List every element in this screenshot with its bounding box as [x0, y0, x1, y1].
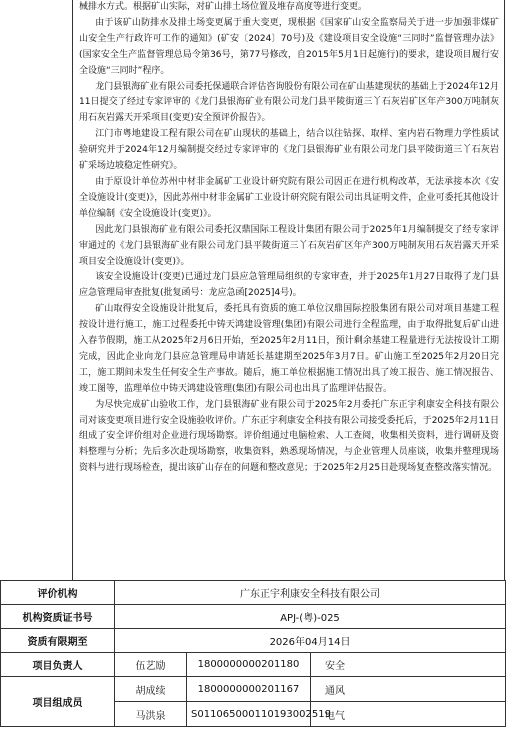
person-cert: S011065000110193002519: [187, 702, 311, 727]
valid-value: 2026年04月14日: [115, 629, 506, 653]
org-value: 广东正宇利康安全科技有限公司: [115, 581, 506, 605]
person-field: 通风: [311, 677, 506, 702]
paragraph: 为尽快完成矿山验收工作，龙门县银海矿业有限公司于2025年2月委托广东正宇利康安全科技有限公司对该变更项目进行安全设施验收评价。广东正宇利康安全科技有限公司接受委托后，于2025年2月11日组成了安全评价组对企业进行现场勘察。评价组通过电脑检索、人工查阅，收集相关资料，进行调研及资料整理与分析；先后多次赴现场勘察，收集资料，熟悉现场情况，与企业管理人员座谈，收集并整理现场资料与进行现场检查，提出该矿山存在的问题和整改意见；于2025年2月25日赴现场复查整改落实情况。: [79, 399, 499, 474]
assessment-org-table: [0, 580, 506, 727]
leader-label: 项目负责人: [1, 653, 115, 677]
paragraph: 该安全设施设计(变更)已通过龙门县应急管理局组织的专家审查，并于2025年1月27日取得了龙门县应急管理局审查批复(批复函号：龙应急函[2025]4号)。: [79, 272, 499, 299]
person-cert: 1800000000201180: [187, 653, 311, 677]
project-background-text: [72, 0, 505, 580]
person-cert: 1800000000201167: [187, 677, 311, 702]
paragraph: 矿山取得安全设施设计批复后，委托具有资质的施工单位汉鼎国际控股集团有限公司对项目基建工程按设计进行施工，施工过程委托中铸天鸿建设管理(集团)有限公司进行全程监理，由于取得批复后矿山进入春节假期，施工从2025年2月6日开始，至2025年2月11日，预计剩余基建工程量进行无法按设计工期完成，因此企业向龙门县应急管理局申请延长基建期至2025年3月7日。矿山施工至2025年2月20日完工，施工期间未发生任何安全生产事故。随后，施工单位根据施工情况出具了竣工报告、施工情况报告、竣工图等，监理单位中铸天鸿建设管理(集团)有限公司也出具了监理评估报告。: [79, 304, 499, 394]
org-label: 评价机构: [1, 581, 115, 605]
person-name: 马洪泉: [115, 702, 187, 727]
person-field: 安全: [311, 653, 506, 677]
paragraph: 龙门县银海矿业有限公司委托保通联合评估咨询股份有限公司在矿山基建现状的基础上于2024年12月11日提交了经过专家评审的《龙门县银海矿业有限公司龙门县平陵街道三丫石灰岩矿区年产300万吨制灰用石灰岩露天开采项目(变更)安全预评价报告》。: [79, 81, 499, 124]
paragraph: 由于原设计单位苏州中材非金属矿工业设计研究院有限公司因正在进行机构改革，无法承接本次《安全设施设计(变更)》，因此苏州中材非金属矿工业设计研究院有限公司出具证明文件，企业可委托其他设计单位编制《安全设施设计(变更)》。: [79, 176, 499, 219]
person-name: 伍艺励: [115, 653, 187, 677]
paragraph: 因此龙门县银海矿业有限公司委托汉鼎国际工程设计集团有限公司于2025年1月编制提交了经专家评审通过的《龙门县银海矿业有限公司龙门县平陵街道三丫石灰岩矿区年产300万吨制灰用石灰岩露天开采项目安全设施设计(变更)》。: [79, 224, 499, 267]
cert-label: 机构资质证书号: [1, 605, 115, 629]
members-label: 项目组成员: [1, 677, 115, 727]
person-name: 胡成续: [115, 677, 187, 702]
paragraph: 械排水方式。根据矿山实际，对矿山排土场位置及堆存高度等进行变更。: [79, 2, 368, 12]
person-field: 电气: [311, 702, 506, 727]
paragraph: 江门市粤地建设工程有限公司在矿山现状的基础上，结合以往钻探、取样、室内岩石物理力学性质试验研究并于2024年12月编制提交经过专家评审的《龙门县银海矿业有限公司龙门县平陵街道三丫石灰岩矿采场边坡稳定性研究》。: [79, 129, 499, 172]
paragraph: 由于该矿山防排水及排土场变更属于重大变更，现根据《国家矿山安全监察局关于进一步加强非煤矿山安全生产行政许可工作的通知》(矿安〔2024〕70号)及《建设项目安全设施“三同时”监督管理办法》(国家安全生产监督管理总局令第36号，第77号修改，自2015年5月1日起施行)的要求，建设项目履行安全设施“三同时”程序。: [79, 17, 499, 76]
valid-label: 资质有限期至: [1, 629, 115, 653]
cert-value: APJ-(粤)-025: [115, 605, 506, 629]
